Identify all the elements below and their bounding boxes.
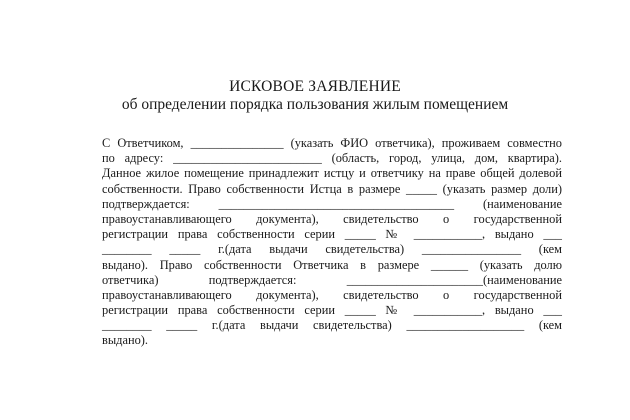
body-line: выдано).	[102, 333, 149, 348]
document-body	[102, 136, 562, 349]
body-line: ________ _____ г.(дата выдачи свидетельства) ___________________ (кем	[102, 318, 562, 333]
body-line: выдано). Право собственности Ответчика в размере ______ (указать долю	[102, 257, 562, 272]
body-line: правоустанавливающего документа), свидетельство о государственной	[102, 287, 562, 302]
body-line: регистрации права собственности серии _____ № ___________, выдано ___	[102, 303, 562, 318]
body-line: Данное жилое помещение принадлежит истцу и ответчику на праве общей долевой	[102, 166, 562, 181]
body-line: ответчика) подтверждается: ______________________(наименование	[102, 272, 562, 287]
body-line: подтверждается: ______________________________________ (наименование	[102, 196, 562, 211]
document-title: ИСКОВОЕ ЗАЯВЛЕНИЕ	[229, 78, 401, 95]
body-line: регистрации права собственности серии _____ № ___________, выдано ___	[102, 227, 562, 242]
body-line: собственности. Право собственности Истца в размере _____ (указать размер доли)	[102, 181, 562, 196]
document-subtitle: об определении порядка пользования жилым помещением	[121, 96, 509, 113]
body-line: С Ответчиком, _______________ (указать ФИО ответчика), проживаем совместно	[102, 136, 562, 150]
body-line: по адресу: ________________________ (область, город, улица, дом, квартира).	[102, 151, 562, 166]
body-line: правоустанавливающего документа), свидетельство о государственной	[102, 211, 562, 226]
body-line: ________ _____ г.(дата выдачи свидетельства) ________________ (кем	[102, 242, 562, 257]
